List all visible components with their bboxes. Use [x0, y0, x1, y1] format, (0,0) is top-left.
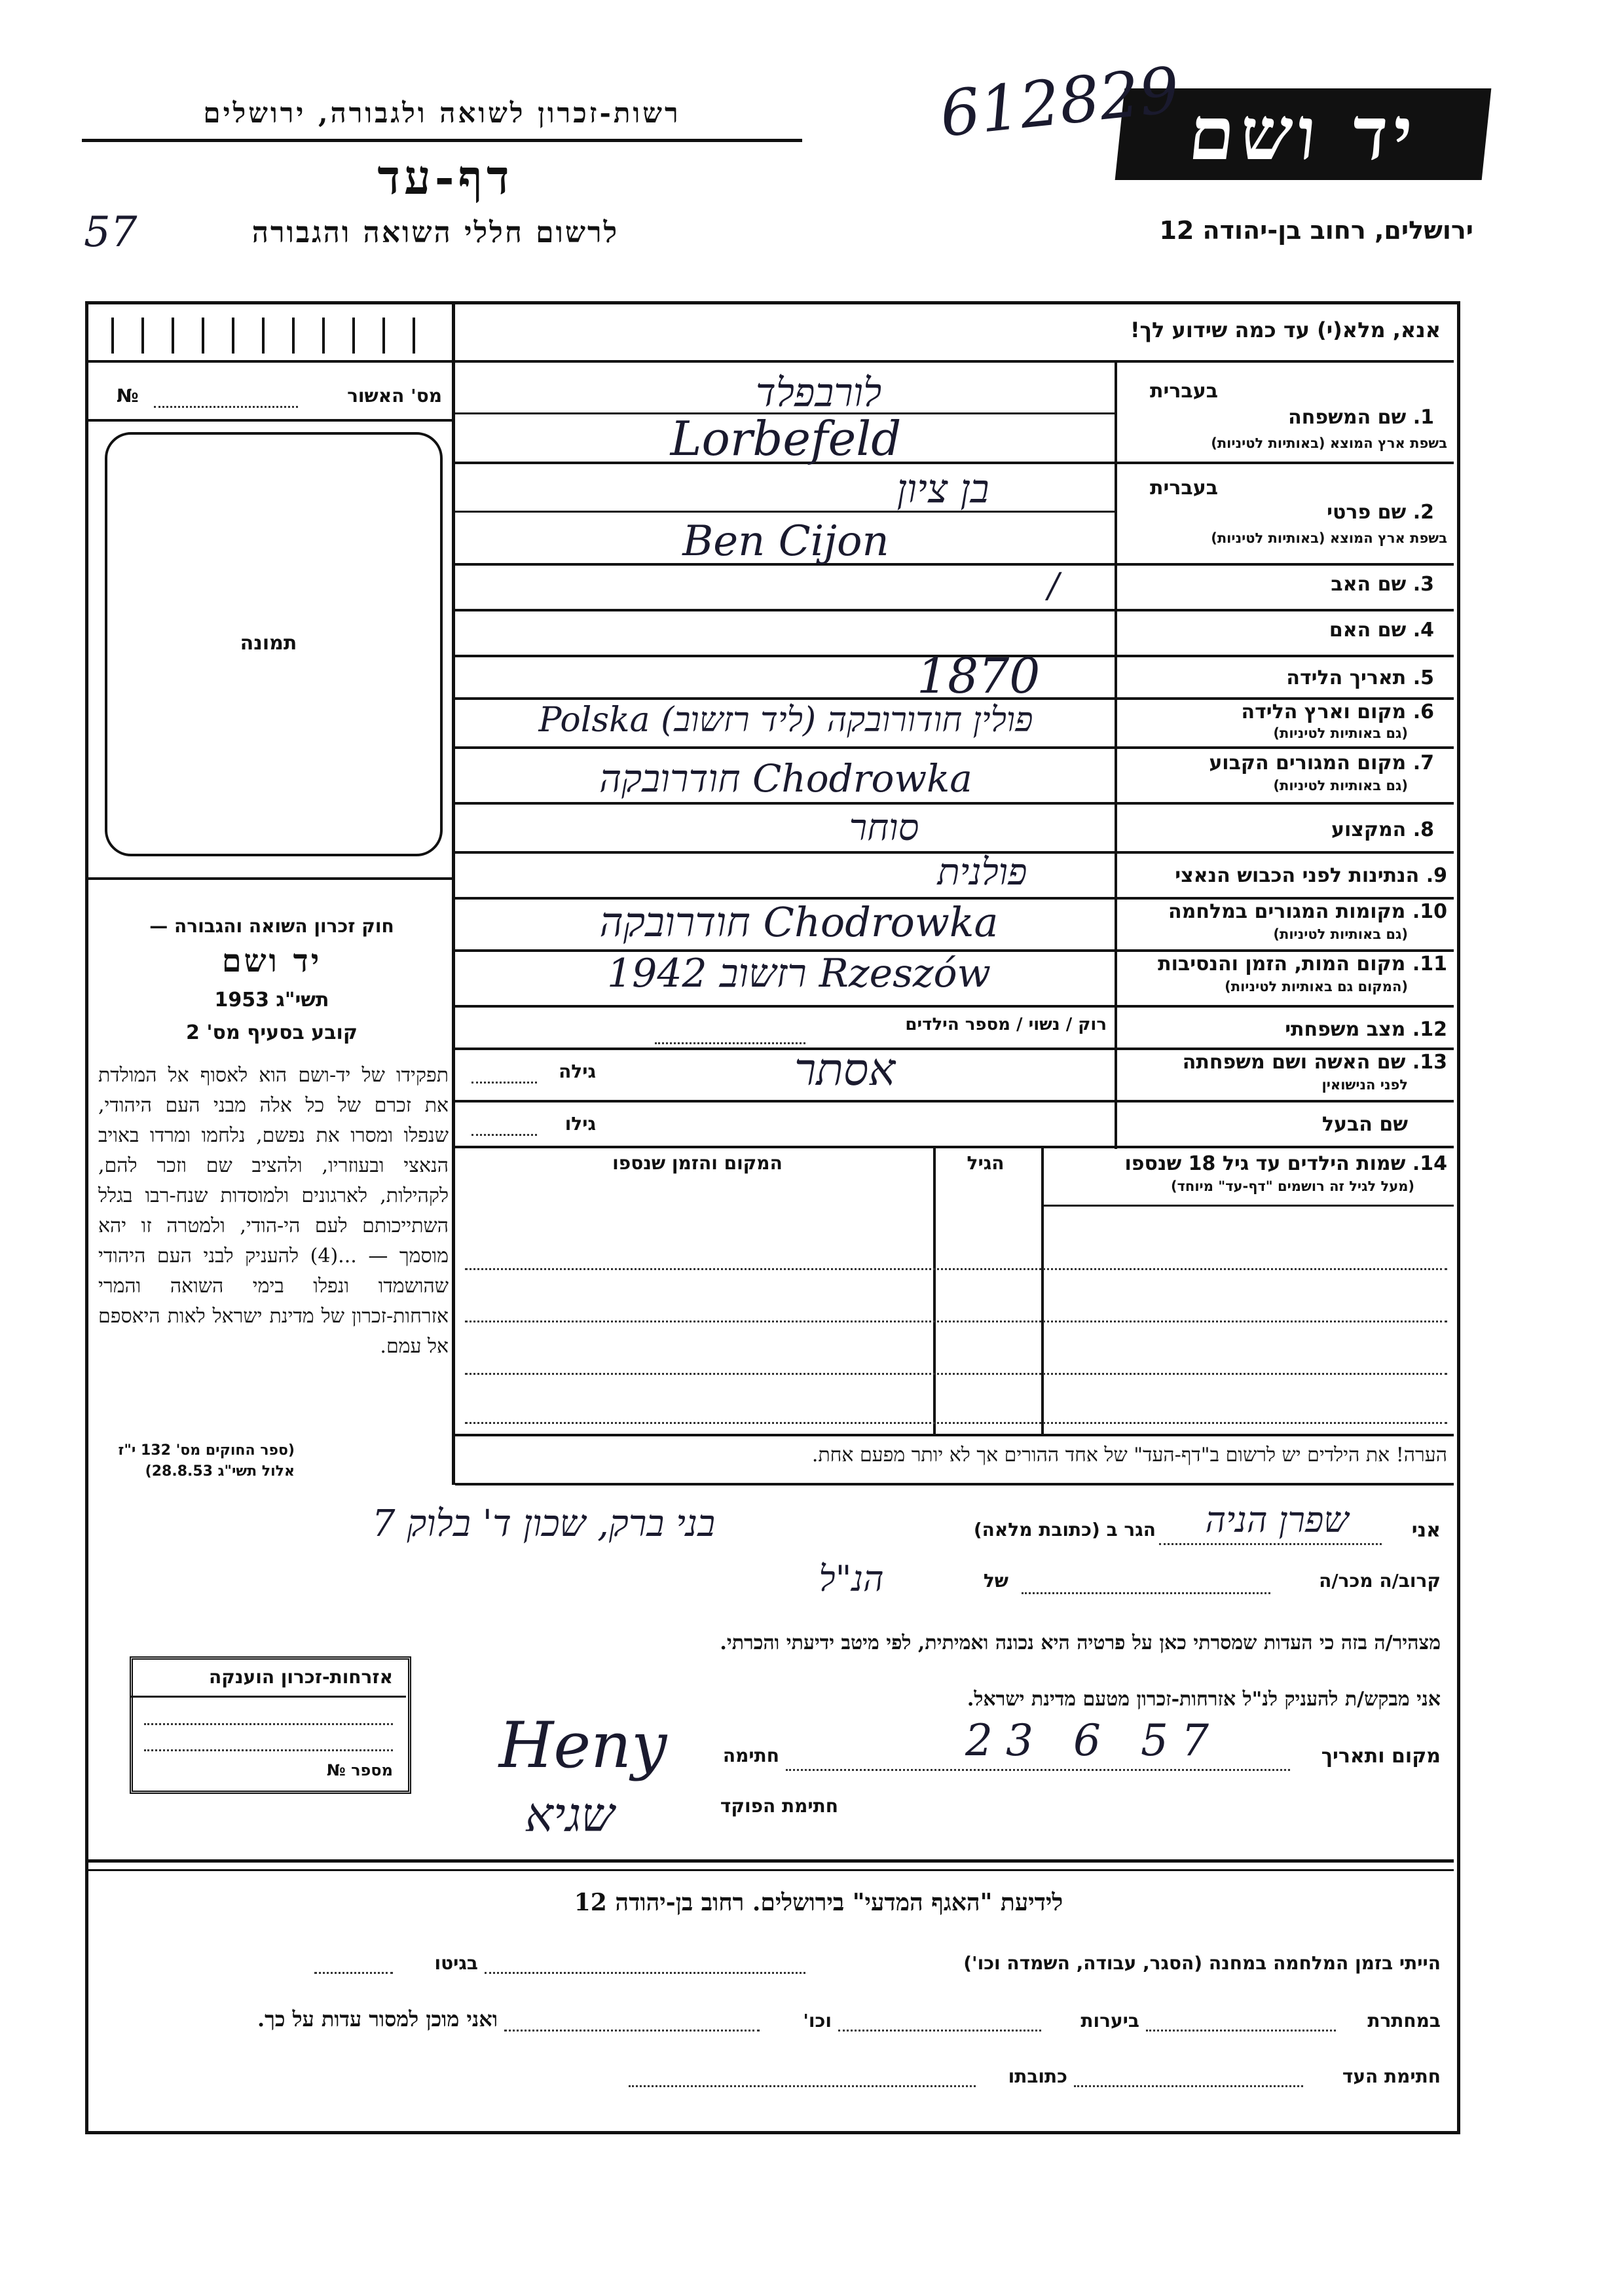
etc-line[interactable] — [504, 2028, 760, 2032]
field-11-value[interactable]: Rzeszów רזשוב 1942 — [607, 951, 991, 996]
field-10-name: מקומות המגורים במלחמה — [1168, 900, 1406, 923]
field-8-num: 8. — [1412, 818, 1434, 841]
children-place-header: המקום והזמן שנספו — [612, 1152, 783, 1174]
field-6-value[interactable]: פולין חודורובקה (ליד רזשוב) Polska — [538, 701, 1033, 740]
field-3-label — [1126, 573, 1434, 596]
hebrew-label-2: בעברית — [1150, 477, 1218, 500]
children-col-2 — [1041, 1147, 1044, 1435]
field-9-num: 9. — [1426, 864, 1447, 887]
row-line — [455, 1005, 1454, 1008]
request: אני מבקש/ת להעניק לנ"ל אזרחות-זכרון מטעם מדינת ישראל. — [967, 1688, 1441, 1711]
children-label — [1048, 1152, 1447, 1175]
witness-signature-line[interactable] — [1074, 2084, 1303, 2087]
form-title: דף-עד — [377, 149, 513, 205]
children-title: שמות הילדים עד גיל 18 שנספו — [1124, 1152, 1406, 1175]
camp-line[interactable] — [485, 1971, 805, 1974]
field-8-name: המקצוע — [1331, 818, 1407, 841]
clerk-signature[interactable]: שגיא — [525, 1787, 615, 1842]
children-row[interactable] — [465, 1319, 1447, 1322]
instruction: אנא, מלא(י) עד כמה שידוע לך! — [1130, 318, 1441, 342]
of-label: של — [983, 1570, 1008, 1592]
footer-rule-2 — [88, 1869, 1454, 1871]
field-6-label — [1126, 701, 1434, 723]
field-9-name: הנתינות לפני הכבוש הנאצי — [1175, 864, 1420, 887]
resides-label: הגר ב (כתובת מלאה) — [973, 1519, 1156, 1540]
row-line — [455, 1048, 1454, 1050]
field-1-label — [1126, 406, 1434, 429]
law-name: יד ושם — [221, 943, 322, 979]
field-10-num: 10. — [1412, 900, 1447, 923]
field-3-value[interactable]: / — [1048, 566, 1060, 606]
field-3-name: שם האב — [1331, 573, 1407, 596]
note: הערה! את הילדים יש לרשום ב"דף-העד" של אחד ההורים אך לא יותר מפעם אחת. — [811, 1444, 1447, 1467]
husband-age-line[interactable] — [471, 1133, 537, 1136]
footer-line1-a: הייתי בזמן המלחמה במחנה (הסגר, עבודה, השמדה וכו') — [963, 1952, 1441, 1974]
footer-title: לידיעת "האגף המדעי" בירושלים. רחוב בן-יהודה 12 — [574, 1889, 1063, 1916]
row-line — [455, 1100, 1454, 1102]
footer-line3-b: כתובתו — [1008, 2066, 1067, 2087]
field-6-name: מקום וארץ הלידה — [1241, 701, 1407, 723]
field-8-label — [1126, 818, 1434, 841]
field-5-label — [1126, 666, 1434, 689]
row-line — [455, 802, 1454, 805]
field-2-name: שם פרטי — [1327, 501, 1407, 524]
field-4-name: שם האם — [1329, 619, 1407, 642]
field-7-sub: (גם באותיות לטיניות) — [1273, 778, 1408, 793]
date-value[interactable]: 23 6 57 — [965, 1715, 1222, 1766]
field-1-value-he[interactable]: לורבפלד — [755, 370, 882, 416]
field-7-num: 7. — [1412, 752, 1434, 774]
field-5-name: תאריך הלידה — [1286, 666, 1407, 689]
law-text: תפקידו של יד-ושם הוא לאסוף אל המולדת את זכרם של כל אלה מבני העם היהודי, שנפלו ומסרו את נפשם, נלחמו ומרדו באויב הנאצי ובעוזריו, ולהציב שם וזכר להם, לקהילות, לארגונים ולמוסדות שנח-רבו בגלל השתייכותם לעם הי-הודי, ולמטרה זו יהא מוסמך — ...(4) להעניק לבני העם היהודי שהושמדו ונפלו בימי השואה והמרי אזרחות-זכרון של מדינת ישראל לאות היאספם אל עמם. — [98, 1064, 449, 1358]
statement: מצהיר/ה בזה כי העדות שמסרתי כאן על פרטיה היא נכונה ואמיתית, לפי מיטב ידיעתי והכרתי. — [720, 1631, 1441, 1654]
photo-divider — [88, 877, 452, 880]
children-col-1 — [933, 1147, 936, 1435]
citizenship-box-number: מספר № — [326, 1761, 393, 1779]
approval-divider — [88, 419, 452, 422]
field-2-value-lat[interactable]: Ben Cijon — [682, 517, 889, 566]
field-13-num: 13. — [1412, 1051, 1447, 1074]
address: ירושלים, רחוב בן-יהודה 12 — [1159, 216, 1473, 245]
ghetto-line[interactable] — [314, 1971, 393, 1974]
children-row[interactable] — [465, 1421, 1447, 1424]
field-12-num: 12. — [1412, 1018, 1447, 1041]
footer-line1-b: בגיטו — [434, 1952, 478, 1974]
field-2-sub: בשפת ארץ המוצא (באותיות לטיניות) — [1211, 530, 1447, 546]
approval-symbol: № — [117, 385, 139, 407]
relation-line — [1022, 1591, 1270, 1594]
field-1-value-lat[interactable]: Lorbefeld — [670, 411, 902, 466]
row-line — [455, 609, 1454, 611]
citizenship-title-underline — [131, 1696, 406, 1698]
field-11-label — [1126, 953, 1447, 975]
field-8-value[interactable]: סוחר — [849, 807, 919, 849]
underground-line[interactable] — [1146, 2028, 1336, 2032]
field-4-label — [1126, 619, 1434, 642]
citizenship-line-2[interactable] — [144, 1748, 393, 1751]
field-10-label — [1126, 900, 1447, 923]
declarant-address[interactable]: בני ברק, שכון ד' בלוק 7 — [371, 1503, 716, 1545]
law-title: חוק זכרון השואה והגבורה — — [149, 915, 394, 937]
children-header-line — [1044, 1205, 1454, 1207]
declarant-name-line — [1159, 1542, 1382, 1545]
relative-label: קרוב/ה מכר/ה — [1319, 1570, 1441, 1592]
approval-number-line[interactable] — [154, 405, 298, 408]
field-9-value[interactable]: פולנית — [937, 851, 1027, 894]
field-3-num: 3. — [1412, 573, 1434, 596]
row-line — [455, 1146, 1454, 1148]
field-6-sub: (גם באותיות לטיניות) — [1273, 725, 1408, 741]
children-row[interactable] — [465, 1267, 1447, 1270]
signature-label: חתימה — [722, 1745, 779, 1766]
field-2-label — [1126, 501, 1434, 524]
field-7-label — [1126, 752, 1434, 774]
field-9-label — [1126, 864, 1447, 887]
children-sub: (מעל לגיל זה רושמים "דף-עד" מיוחד) — [1170, 1178, 1414, 1194]
footer-rule-1 — [88, 1859, 1454, 1863]
field-7-name: מקום המגורים הקבוע — [1209, 752, 1407, 774]
field-13-name: שם האשה ושם משפחתה — [1182, 1051, 1406, 1074]
top-strip-line — [88, 360, 1454, 363]
note-line — [455, 1483, 1454, 1485]
witness-address-line[interactable] — [629, 2084, 976, 2087]
footer-line2-a: במחתרת — [1367, 2010, 1441, 2032]
field-2-value-he[interactable]: בן ציון — [896, 466, 989, 512]
field-11-sub: (המקום גם באותיות לטיניות) — [1225, 979, 1408, 994]
citizenship-line-1[interactable] — [144, 1722, 393, 1725]
field-1-sub: בשפת ארץ המוצא (באותיות לטיניות) — [1211, 435, 1447, 451]
field-12-label — [1126, 1018, 1447, 1041]
children-num: 14. — [1412, 1152, 1447, 1175]
logo-text: יד ושם — [1185, 91, 1422, 177]
field-1-name: שם המשפחה — [1288, 406, 1407, 429]
law-citation: (ספר החוקים מס' 132 י"ז אלול תשי"ג 28.8.53) — [118, 1442, 295, 1480]
row-line — [455, 563, 1454, 566]
decl-ani: אני — [1411, 1519, 1441, 1542]
children-bottom-line — [455, 1434, 1454, 1436]
citizenship-box-title: אזרחות-זכרון הוענקה — [209, 1666, 393, 1688]
field-5-value[interactable]: 1870 — [917, 648, 1041, 704]
footer-line2-b: ביערות — [1080, 2010, 1139, 2032]
row-line — [455, 746, 1454, 749]
field-5-num: 5. — [1412, 666, 1434, 689]
signature-value[interactable]: Heny — [498, 1709, 667, 1782]
approval-label: מס' האשור — [347, 385, 442, 407]
field-2-num: 2. — [1412, 501, 1434, 524]
field-4-num: 4. — [1412, 619, 1434, 642]
relation-value[interactable]: הנ"ל — [819, 1558, 884, 1599]
field-6-num: 6. — [1412, 701, 1434, 723]
husband-age-label: גילו — [564, 1113, 596, 1135]
footer-line2-c: וכו' — [803, 2010, 832, 2032]
marital-options: רוק / נשוי / מספר הילדים — [905, 1015, 1107, 1034]
footer-line3-a: חתימת העד — [1342, 2066, 1441, 2087]
field-12-name: מצב משפחתי — [1285, 1018, 1406, 1041]
org-line: רשות-זכרון לשואה ולגבורה, ירושלים — [203, 97, 681, 129]
clerk-label: חתימת הפוקד — [720, 1795, 838, 1817]
field-7-value[interactable]: Chodrowka חודרובקה — [599, 756, 972, 801]
forests-line[interactable] — [838, 2028, 1041, 2032]
field-10-sub: (גם באותיות לטיניות) — [1273, 926, 1408, 942]
children-row[interactable] — [465, 1372, 1447, 1375]
left-column-divider — [452, 301, 455, 1485]
org-underline — [82, 139, 802, 142]
hebrew-label-1: בעברית — [1150, 380, 1218, 403]
law-section: קובע בסעיף מס' 2 — [186, 1021, 358, 1044]
wife-age-line[interactable] — [471, 1080, 537, 1084]
field-13-label — [1126, 1051, 1447, 1074]
field-11-num: 11. — [1412, 953, 1447, 975]
date-line — [786, 1768, 1290, 1771]
form-subtitle: לרשום חללי השואה והגבורה — [251, 216, 619, 249]
field-10-value[interactable]: Chodrowka חודרובקה — [599, 898, 999, 946]
label-column-divider — [1115, 360, 1117, 1149]
handwritten-number: 612829 — [936, 53, 1183, 151]
tally-ticks — [111, 318, 439, 354]
photo-label: תמונה — [240, 632, 297, 655]
field-1-num: 1. — [1412, 406, 1434, 429]
law-year: תשי"ג 1953 — [214, 989, 329, 1011]
place-date-label: מקום ותאריך — [1321, 1745, 1441, 1768]
wife-name-value[interactable]: אסתר — [794, 1044, 896, 1096]
husband-label: שם הבעל — [1321, 1113, 1408, 1136]
children-age-header: הגיל — [967, 1152, 1005, 1174]
footer-line2-d: ואני מוכן למסור עדות על כך. — [257, 2007, 498, 2032]
declarant-name[interactable]: שפרן הניה — [1205, 1499, 1349, 1540]
wife-age-label: גילה — [559, 1061, 596, 1082]
field-13-sub: לפני הנישואין — [1321, 1077, 1408, 1093]
field-11-name: מקום המות, הזמן והנסיבות — [1158, 953, 1406, 975]
corner-mark: 57 — [84, 208, 138, 257]
